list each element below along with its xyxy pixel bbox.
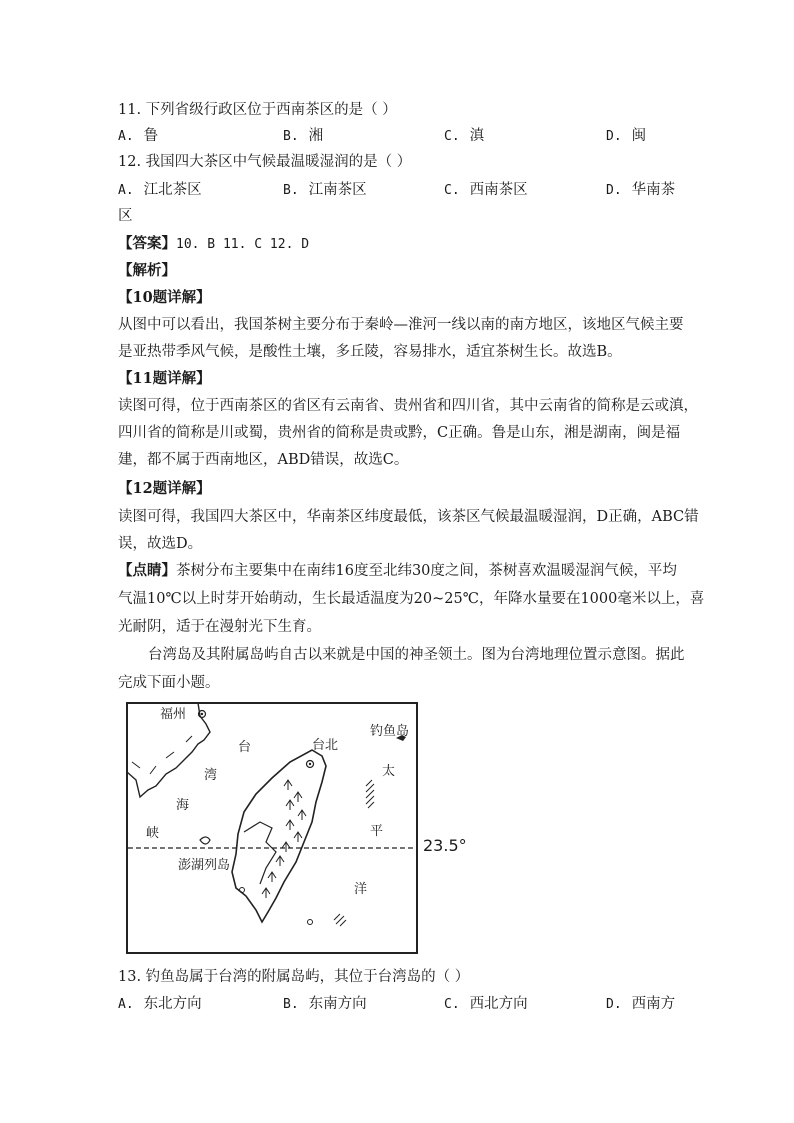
latitude-label: 23.5° [423,836,467,855]
label-pacific-1: 太 [382,764,396,779]
intro-line-2: 完成下面小题。 [118,675,220,691]
detail-10-line-1: 从图中可以看出，我国茶树主要分布于秦岭—淮河一线以南的南方地区，该地区气候主要 [118,317,684,333]
label-taibei: 台北 [312,738,339,753]
label-strait-4: 峡 [146,826,160,841]
q11-option-c: C. 滇 [444,128,485,144]
detail-10-tag: 【10题详解】 [118,289,211,306]
detail-10-line-2: 是亚热带季风气候，是酸性土壤，多丘陵，容易排水，适宜茶树生长。故选B。 [118,344,622,360]
detail-11-line-2: 四川省的简称是川或蜀，贵州省的简称是贵或黔，C正确。鲁是山东，湘是湖南，闽是福 [118,425,681,441]
q12-option-d-wrap: 区 [118,208,133,224]
detail-11-line-3: 建，都不属于西南地区，ABD错误，故选C。 [118,452,409,468]
q11-option-b: B. 湘 [283,128,324,144]
answer-line: 【答案】10. B 11. C 12. D [118,235,310,252]
q11-option-d: D. 闽 [606,128,647,144]
taiwan-location-map [126,702,418,954]
detail-12-tag: 【12题详解】 [118,480,211,497]
label-pacific-3: 洋 [354,882,368,897]
detail-11-tag: 【11题详解】 [118,370,211,387]
label-strait-3: 海 [176,798,190,813]
label-pacific-2: 平 [370,824,384,839]
detail-12-line-2: 误，故选D。 [118,536,203,552]
tip-line-2: 气温10℃以上时芽开始萌动，生长最适温度为20~25℃，年降水量要在1000毫米以上，喜 [118,591,705,607]
analysis-tag: 【解析】 [118,262,176,279]
intro-line-1: 台湾岛及其附属岛屿自古以来就是中国的神圣领土。图为台湾地理位置示意图。据此 [148,647,685,663]
q11-option-a: A. 鲁 [118,128,159,144]
tip-line-1: 【点睛】茶树分布主要集中在南纬16度至北纬30度之间，茶树喜欢温暖湿润气候，平均 [118,562,677,579]
label-penghu: 澎湖列岛 [178,858,231,873]
label-fuzhou: 福州 [160,707,187,722]
q13-option-c: C. 西北方向 [444,996,528,1012]
tip-line-3: 光耐阴，适于在漫射光下生育。 [118,619,321,635]
q12-option-b: B. 江南茶区 [283,182,367,198]
label-strait-1: 台 [238,740,252,755]
q12-option-c: C. 西南茶区 [444,182,528,198]
q13-option-d: D. 西南方 [606,996,676,1012]
detail-11-line-1: 读图可得，位于西南茶区的省区有云南省、贵州省和四川省，其中云南省的简称是云或滇， [118,398,698,414]
q13-option-b: B. 东南方向 [283,996,367,1012]
q12-option-d: D. 华南茶 [606,182,676,198]
label-diaoyu: 钓鱼岛 [370,724,410,739]
q11-stem: 11. 下列省级行政区位于西南茶区的是（ ） [118,102,397,118]
q12-stem: 12. 我国四大茶区中气候最温暖湿润的是（ ） [118,154,412,170]
q12-option-a: A. 江北茶区 [118,182,202,198]
detail-12-line-1: 读图可得，我国四大茶区中，华南茶区纬度最低，该茶区气候最温暖湿润，D正确，ABC错 [118,509,699,525]
label-strait-2: 湾 [204,768,218,783]
q13-stem: 13. 钓鱼岛属于台湾的附属岛屿，其位于台湾岛的（ ） [118,969,470,985]
q13-option-a: A. 东北方向 [118,996,202,1012]
